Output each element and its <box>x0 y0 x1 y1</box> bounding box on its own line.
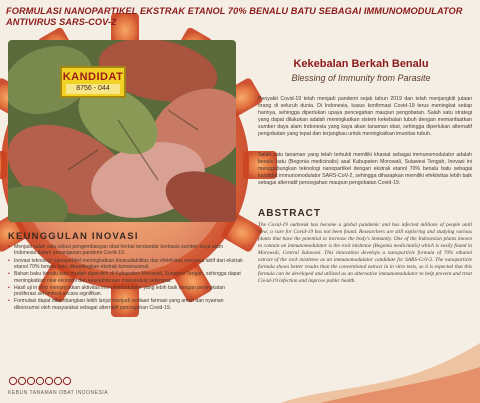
innovations-list <box>8 244 244 312</box>
list-item: • Formulasi dapat dikembangkan lebih lanjut menjadi sediaan farmasi yang aman dan nyaman dikonsumsi oleh masyarakat sebagai alternatif pencegahan Covid-19. <box>8 298 244 311</box>
badge-label: KANDIDAT <box>62 71 124 83</box>
abstract-title: ABSTRACT <box>258 208 321 219</box>
poster-title: FORMULASI NANOPARTIKEL EKSTRAK ETANOL 70% BENALU BATU SEBAGAI IMMUNOMODULATOR ANTIVIRUS SARS-COV-2 <box>6 6 463 27</box>
intro-paragraph-2: Salah satu tanaman yang telah terbukti memiliki khasiat sebagai immunomodulator adalah benalu batu (Begonia medicinalis) asal Kabupaten Morowali, Sulawesi Tengah. Inovasi ini menggabungkan teknologi nanopartikel dengan ekstrak etanol 70% benalu batu sebagai kandidat immunomodulator SARS-CoV-2, sehingga diharapkan memiliki efektivitas lebih baik sebagai alternatif pencegahan maupun pengobatan Covid-19. <box>258 152 472 186</box>
list-item: • Inovasi teknologi nanopartikel meningkatkan bioavailabilitas dan efektivitas senyawa aktif dari ekstrak etanol 70% benalu batu dibandingkan ekstrak konvensional. <box>8 258 244 271</box>
candidate-badge <box>60 66 126 98</box>
section-heading: Kekebalan Berkah Benalu <box>293 58 429 70</box>
badge-code: 8756 - 044 <box>66 84 120 94</box>
header-block <box>248 58 474 83</box>
wave-decoration-icon <box>280 323 480 403</box>
footer-logo-icon <box>8 376 78 386</box>
list-item: • Hasil uji in vitro menunjukkan aktivitas immunomodulator yang lebih baik dengan peningkatan proliferasi sel limfosit secara signifikan. <box>8 285 244 298</box>
list-item: • Menjadi salah satu solusi pengembangan obat herbal terstandar berbasis sumber daya alam Indonesia dalam penanganan pandemi Covid-19. <box>8 244 244 257</box>
section-subheading: Blessing of Immunity from Parasite <box>291 73 431 83</box>
footer-text: KEBUN TANAMAN OBAT INDONESIA <box>8 390 109 396</box>
list-item: • Bahan baku benalu batu mudah diperoleh di Kabupaten Morowali, Sulawesi Tengah, sehingga dapat meningkatkan nilai ekonomi dan kesejahteraan masyarakat setempat. <box>8 271 244 284</box>
intro-paragraph-1: Penyakit Covid-19 telah menjadi pandemi sejak tahun 2019 dan telah menjangkiti jutaan orang di seluruh dunia. Di Indonesia, kasus konfirmasi Covid-19 terus meningkat setiap harinya, sehingga diperlukan upaya pencegahan maupun pengobatan. Salah satu strategi yang dapat dilakukan adalah meningkatkan sistem kekebalan tubuh dengan memanfaatkan sumber daya alam Indonesia yang kaya akan tanaman obat, sehingga diperlukan alternatif pengobatan yang tepat dan terjangkau untuk meningkatkan imunitas tubuh. <box>258 96 472 137</box>
innovations-title: KEUNGGULAN INOVASI <box>8 231 139 242</box>
abstract-body: The Covid-19 outbreak has become a global pandemic and has infected millions of people until now; a cure for Covid-19 has not been found. Researchers are still exploring and studying various plants that have the potential to increase the body's immunity. One of the Indonesian plants known to contain an immunomodulator is the rock mistletoe (Begonia medicinalis) which is easily found in Morowali, Central Sulawesi. This innovation develops a nanoparticle formula of 70% ethanol extract of the rock mistletoe as an immunomodulator candidate for SARS-CoV-2. The nanoparticle formula shows better results than the conventional extract in in vitro tests, so it is expected that this formula can be developed and utilized as an alternative immunomodulator to help prevent and treat Covid-19 infection and improve public health. <box>258 222 472 284</box>
